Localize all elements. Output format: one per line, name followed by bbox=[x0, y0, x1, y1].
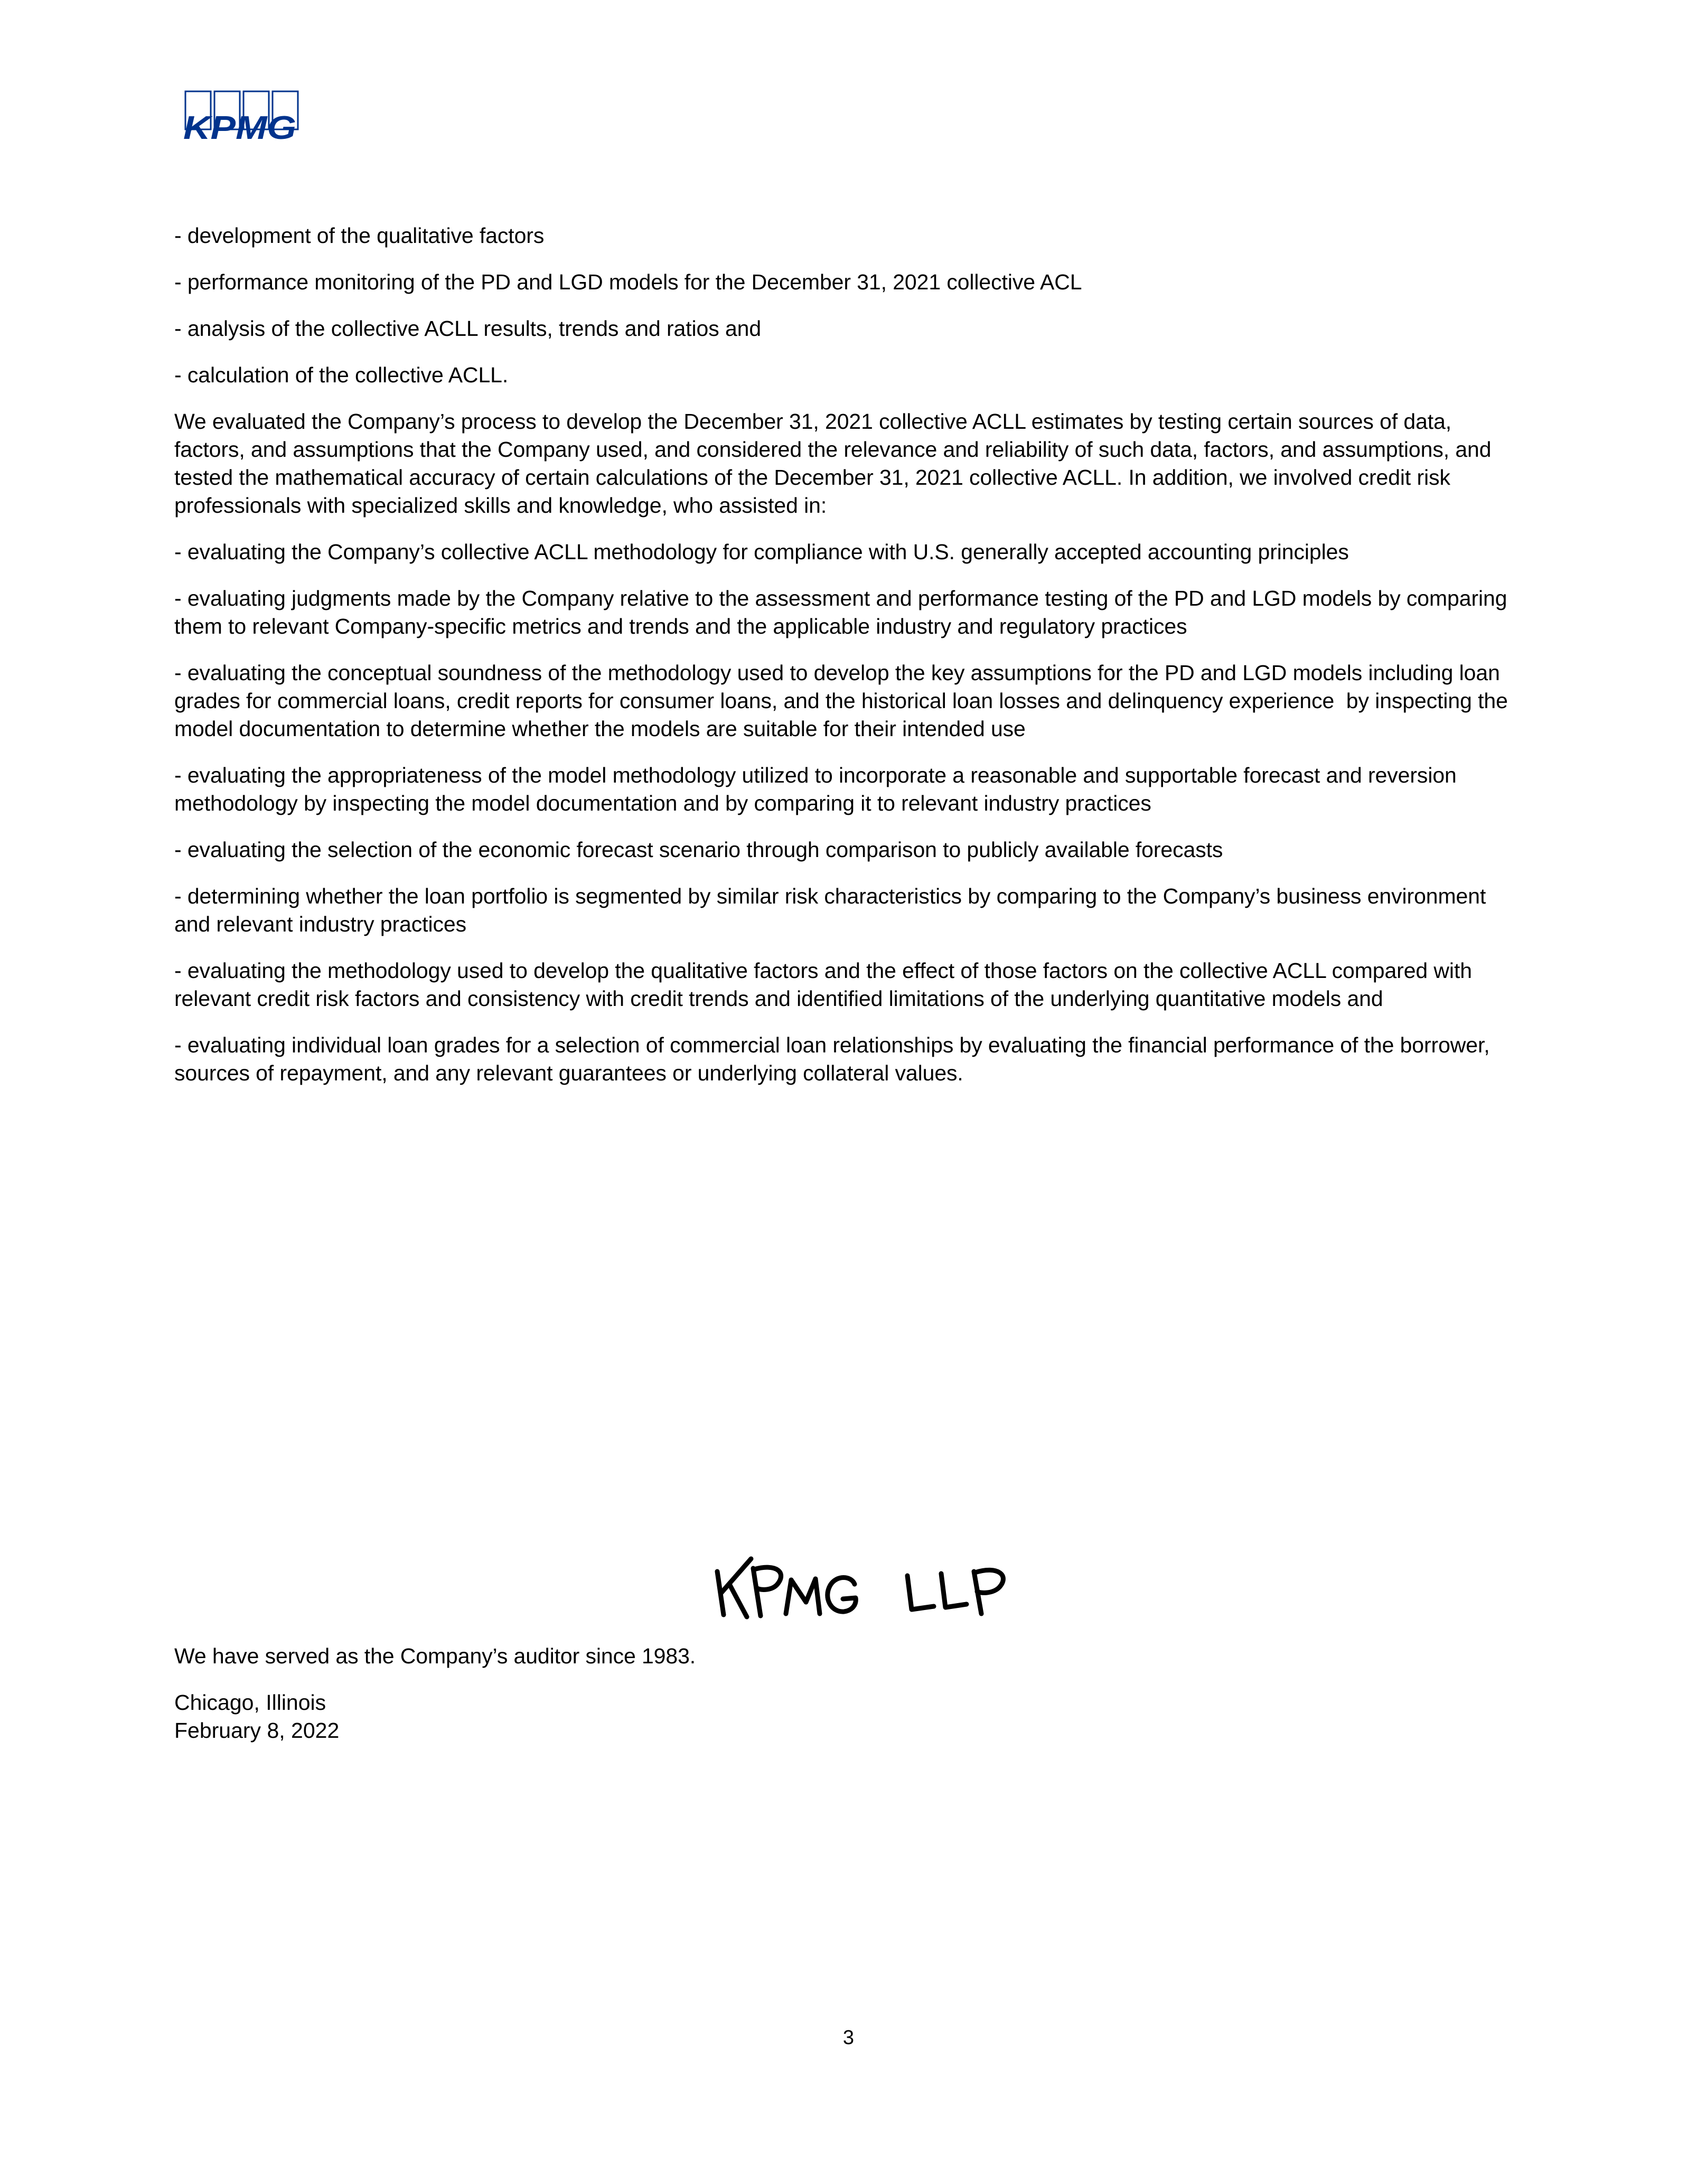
closing-block bbox=[174, 1642, 1526, 1745]
page-number: 3 bbox=[842, 2027, 855, 2049]
letter-body bbox=[174, 222, 1526, 1106]
bullet-performance-monitoring: - performance monitoring of the PD and LGD models for the December 31, 2021 collective ACL bbox=[174, 270, 1082, 294]
svg-text:KPMG: KPMG bbox=[183, 110, 296, 146]
bullet-calculation-acll: - calculation of the collective ACLL. bbox=[174, 363, 509, 387]
paragraph-we-evaluated-process: We evaluated the Company’s process to develop the December 31, 2021 collective ACLL estimates by testing certain sources of data, factors, and assumptions that the Company used, and considered the relevance and reliability of such data, factors, and assumptions, and tested the mathematical accuracy of certain calculations of the December 31, 2021 collective ACLL. In addition, we involved credit risk professionals with specialized skills and knowledge, who assisted in: bbox=[174, 409, 1497, 517]
report-date: February 8, 2022 bbox=[174, 1718, 340, 1743]
signature-kpmg-llp bbox=[702, 1547, 1019, 1626]
kpmg-logo-icon bbox=[182, 87, 309, 156]
auditor-tenure-statement: We have served as the Company’s auditor since 1983. bbox=[174, 1644, 696, 1668]
bullet-methodology-compliance: - evaluating the Company’s collective ACLL methodology for compliance with U.S. generally accepted accounting principles bbox=[174, 540, 1349, 564]
signature-icon bbox=[702, 1547, 1019, 1626]
bullet-individual-loan-grades: - evaluating individual loan grades for a selection of commercial loan relationships by evaluating the financial performance of the borrower, sources of repayment, and any relevant guarantees or underlying collateral values. bbox=[174, 1033, 1496, 1085]
city-state: Chicago, Illinois bbox=[174, 1690, 326, 1715]
bullet-model-methodology-forecast: - evaluating the appropriateness of the model methodology utilized to incorporate a reasonable and supportable forecast and reversion methodology by inspecting the model documentation and by comparing it to relevant industry practices bbox=[174, 763, 1463, 815]
bullet-economic-forecast-scenario: - evaluating the selection of the economic forecast scenario through comparison to publicly available forecasts bbox=[174, 837, 1223, 862]
bullet-conceptual-soundness: - evaluating the conceptual soundness of the methodology used to develop the key assumptions for the PD and LGD models including loan grades for commercial loans, credit reports for consumer loans, and the historical loan losses and delinquency experience by inspecting the model documentation to determine whether the models are suitable for their intended use bbox=[174, 661, 1514, 741]
bullet-loan-portfolio-segmentation: - determining whether the loan portfolio is segmented by similar risk characteristics by comparing to the Company’s business environment and relevant industry practices bbox=[174, 884, 1492, 936]
bullet-analysis-results: - analysis of the collective ACLL results, trends and ratios and bbox=[174, 316, 762, 341]
bullet-qualitative-factors-methodology: - evaluating the methodology used to develop the qualitative factors and the effect of those factors on the collective ACLL compared with relevant credit risk factors and consistency with credit trends and identified limitations of the underlying quantitative models and bbox=[174, 958, 1478, 1011]
bullet-development-qualitative-factors: - development of the qualitative factors bbox=[174, 223, 545, 248]
kpmg-logo bbox=[182, 87, 309, 156]
bullet-judgments-pd-lgd: - evaluating judgments made by the Company relative to the assessment and performance testing of the PD and LGD models by comparing them to relevant Company-specific metrics and trends and the applicable industry and regulatory practices bbox=[174, 586, 1513, 638]
